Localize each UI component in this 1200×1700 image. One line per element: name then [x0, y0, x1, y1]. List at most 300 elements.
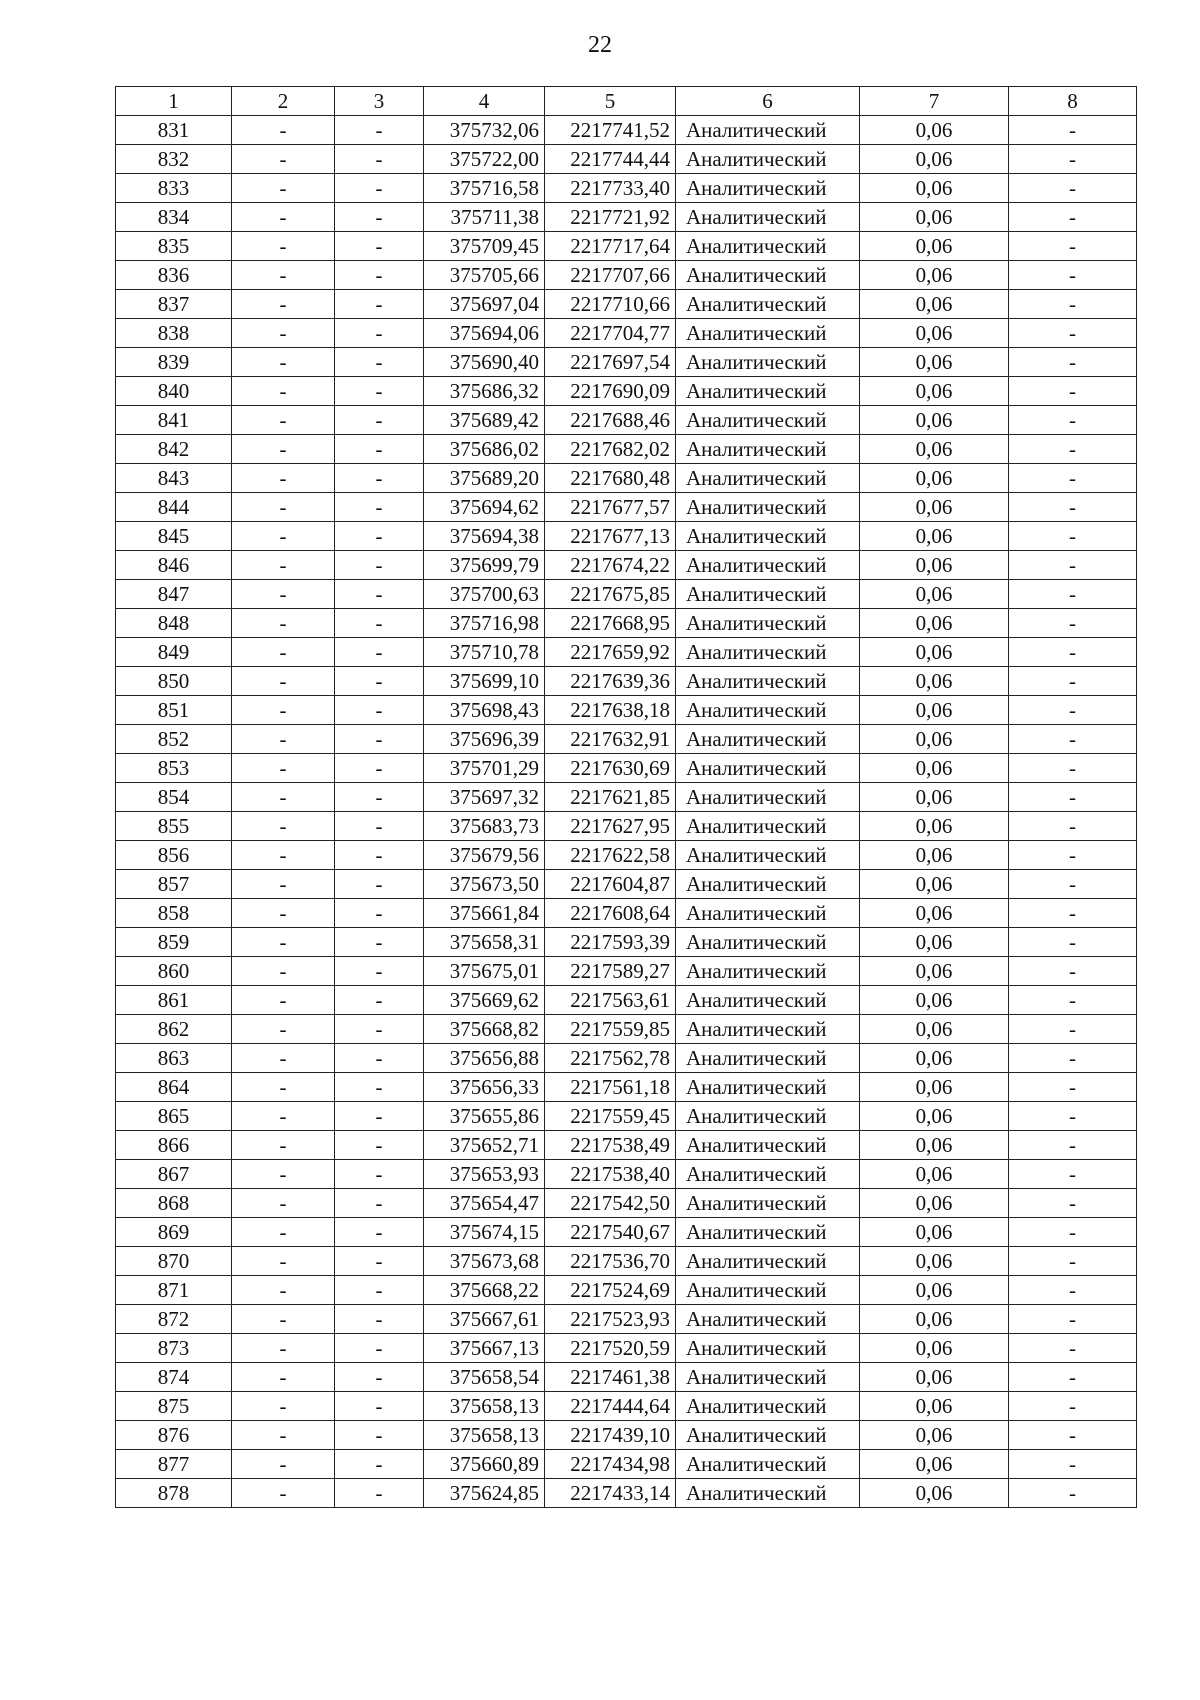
point-number-cell: 836 [116, 261, 232, 290]
table-row [116, 551, 1137, 580]
y-coordinate-cell: 2217697,54 [545, 348, 676, 377]
y-coordinate-cell: 2217542,50 [545, 1189, 676, 1218]
col8-cell: - [1009, 464, 1137, 493]
accuracy-cell: 0,06 [860, 957, 1009, 986]
col2-cell: - [232, 232, 335, 261]
accuracy-cell: 0,06 [860, 667, 1009, 696]
x-coordinate-cell: 375654,47 [424, 1189, 545, 1218]
col3-cell: - [335, 1189, 424, 1218]
x-coordinate-cell: 375658,54 [424, 1363, 545, 1392]
y-coordinate-cell: 2217589,27 [545, 957, 676, 986]
accuracy-cell: 0,06 [860, 928, 1009, 957]
y-coordinate-cell: 2217561,18 [545, 1073, 676, 1102]
accuracy-cell: 0,06 [860, 725, 1009, 754]
accuracy-cell: 0,06 [860, 754, 1009, 783]
col8-cell: - [1009, 638, 1137, 667]
point-number-cell: 853 [116, 754, 232, 783]
table-row [116, 1363, 1137, 1392]
table-row [116, 667, 1137, 696]
point-number-cell: 844 [116, 493, 232, 522]
point-number-cell: 872 [116, 1305, 232, 1334]
col8-cell: - [1009, 1247, 1137, 1276]
col3-cell: - [335, 145, 424, 174]
method-cell: Аналитический [676, 899, 860, 928]
point-number-cell: 846 [116, 551, 232, 580]
column-header: 5 [545, 87, 676, 116]
x-coordinate-cell: 375668,82 [424, 1015, 545, 1044]
x-coordinate-cell: 375694,06 [424, 319, 545, 348]
col3-cell: - [335, 290, 424, 319]
x-coordinate-cell: 375656,88 [424, 1044, 545, 1073]
y-coordinate-cell: 2217707,66 [545, 261, 676, 290]
y-coordinate-cell: 2217621,85 [545, 783, 676, 812]
x-coordinate-cell: 375652,71 [424, 1131, 545, 1160]
col3-cell: - [335, 261, 424, 290]
y-coordinate-cell: 2217710,66 [545, 290, 676, 319]
table-row [116, 812, 1137, 841]
col2-cell: - [232, 435, 335, 464]
col8-cell: - [1009, 841, 1137, 870]
y-coordinate-cell: 2217630,69 [545, 754, 676, 783]
method-cell: Аналитический [676, 1189, 860, 1218]
col2-cell: - [232, 203, 335, 232]
method-cell: Аналитический [676, 1276, 860, 1305]
method-cell: Аналитический [676, 1102, 860, 1131]
col3-cell: - [335, 1247, 424, 1276]
col3-cell: - [335, 1363, 424, 1392]
col8-cell: - [1009, 1102, 1137, 1131]
col8-cell: - [1009, 1392, 1137, 1421]
x-coordinate-cell: 375694,38 [424, 522, 545, 551]
y-coordinate-cell: 2217559,85 [545, 1015, 676, 1044]
col2-cell: - [232, 1102, 335, 1131]
col3-cell: - [335, 1044, 424, 1073]
table-row [116, 1015, 1137, 1044]
x-coordinate-cell: 375700,63 [424, 580, 545, 609]
col8-cell: - [1009, 406, 1137, 435]
table-row [116, 1334, 1137, 1363]
y-coordinate-cell: 2217461,38 [545, 1363, 676, 1392]
col3-cell: - [335, 1160, 424, 1189]
accuracy-cell: 0,06 [860, 377, 1009, 406]
method-cell: Аналитический [676, 377, 860, 406]
method-cell: Аналитический [676, 696, 860, 725]
point-number-cell: 874 [116, 1363, 232, 1392]
col3-cell: - [335, 667, 424, 696]
x-coordinate-cell: 375656,33 [424, 1073, 545, 1102]
col2-cell: - [232, 1363, 335, 1392]
point-number-cell: 859 [116, 928, 232, 957]
col8-cell: - [1009, 261, 1137, 290]
table-row [116, 290, 1137, 319]
col8-cell: - [1009, 348, 1137, 377]
col2-cell: - [232, 725, 335, 754]
col8-cell: - [1009, 1131, 1137, 1160]
accuracy-cell: 0,06 [860, 1189, 1009, 1218]
y-coordinate-cell: 2217668,95 [545, 609, 676, 638]
col2-cell: - [232, 812, 335, 841]
y-coordinate-cell: 2217704,77 [545, 319, 676, 348]
x-coordinate-cell: 375696,39 [424, 725, 545, 754]
accuracy-cell: 0,06 [860, 1450, 1009, 1479]
col3-cell: - [335, 609, 424, 638]
accuracy-cell: 0,06 [860, 551, 1009, 580]
point-number-cell: 862 [116, 1015, 232, 1044]
accuracy-cell: 0,06 [860, 1131, 1009, 1160]
y-coordinate-cell: 2217690,09 [545, 377, 676, 406]
y-coordinate-cell: 2217717,64 [545, 232, 676, 261]
x-coordinate-cell: 375658,13 [424, 1392, 545, 1421]
y-coordinate-cell: 2217563,61 [545, 986, 676, 1015]
table-row [116, 1044, 1137, 1073]
method-cell: Аналитический [676, 1334, 860, 1363]
y-coordinate-cell: 2217622,58 [545, 841, 676, 870]
col8-cell: - [1009, 1421, 1137, 1450]
col3-cell: - [335, 406, 424, 435]
accuracy-cell: 0,06 [860, 319, 1009, 348]
y-coordinate-cell: 2217639,36 [545, 667, 676, 696]
col8-cell: - [1009, 870, 1137, 899]
accuracy-cell: 0,06 [860, 232, 1009, 261]
table-row [116, 203, 1137, 232]
col8-cell: - [1009, 174, 1137, 203]
col8-cell: - [1009, 1334, 1137, 1363]
point-number-cell: 876 [116, 1421, 232, 1450]
col3-cell: - [335, 1073, 424, 1102]
method-cell: Аналитический [676, 116, 860, 145]
col3-cell: - [335, 783, 424, 812]
table-row [116, 986, 1137, 1015]
table-row [116, 754, 1137, 783]
col2-cell: - [232, 899, 335, 928]
x-coordinate-cell: 375697,32 [424, 783, 545, 812]
col2-cell: - [232, 754, 335, 783]
col2-cell: - [232, 145, 335, 174]
col2-cell: - [232, 522, 335, 551]
table-row [116, 406, 1137, 435]
col2-cell: - [232, 783, 335, 812]
y-coordinate-cell: 2217524,69 [545, 1276, 676, 1305]
col8-cell: - [1009, 377, 1137, 406]
col2-cell: - [232, 638, 335, 667]
y-coordinate-cell: 2217439,10 [545, 1421, 676, 1450]
col8-cell: - [1009, 725, 1137, 754]
accuracy-cell: 0,06 [860, 1247, 1009, 1276]
accuracy-cell: 0,06 [860, 841, 1009, 870]
table-row [116, 1073, 1137, 1102]
point-number-cell: 845 [116, 522, 232, 551]
col8-cell: - [1009, 783, 1137, 812]
point-number-cell: 843 [116, 464, 232, 493]
col8-cell: - [1009, 696, 1137, 725]
col2-cell: - [232, 1218, 335, 1247]
col8-cell: - [1009, 928, 1137, 957]
method-cell: Аналитический [676, 812, 860, 841]
column-header: 6 [676, 87, 860, 116]
col3-cell: - [335, 1450, 424, 1479]
y-coordinate-cell: 2217688,46 [545, 406, 676, 435]
method-cell: Аналитический [676, 667, 860, 696]
col3-cell: - [335, 1102, 424, 1131]
col2-cell: - [232, 667, 335, 696]
method-cell: Аналитический [676, 580, 860, 609]
col2-cell: - [232, 1247, 335, 1276]
col3-cell: - [335, 1392, 424, 1421]
point-number-cell: 833 [116, 174, 232, 203]
col3-cell: - [335, 1334, 424, 1363]
x-coordinate-cell: 375660,89 [424, 1450, 545, 1479]
x-coordinate-cell: 375698,43 [424, 696, 545, 725]
x-coordinate-cell: 375655,86 [424, 1102, 545, 1131]
col2-cell: - [232, 1479, 335, 1508]
col8-cell: - [1009, 1160, 1137, 1189]
y-coordinate-cell: 2217680,48 [545, 464, 676, 493]
col2-cell: - [232, 1276, 335, 1305]
point-number-cell: 841 [116, 406, 232, 435]
x-coordinate-cell: 375673,68 [424, 1247, 545, 1276]
y-coordinate-cell: 2217520,59 [545, 1334, 676, 1363]
point-number-cell: 867 [116, 1160, 232, 1189]
method-cell: Аналитический [676, 435, 860, 464]
table-row [116, 1247, 1137, 1276]
table-row [116, 783, 1137, 812]
point-number-cell: 860 [116, 957, 232, 986]
method-cell: Аналитический [676, 1421, 860, 1450]
x-coordinate-cell: 375689,20 [424, 464, 545, 493]
col3-cell: - [335, 1015, 424, 1044]
x-coordinate-cell: 375668,22 [424, 1276, 545, 1305]
table-row [116, 319, 1137, 348]
col3-cell: - [335, 957, 424, 986]
point-number-cell: 858 [116, 899, 232, 928]
col2-cell: - [232, 116, 335, 145]
y-coordinate-cell: 2217540,67 [545, 1218, 676, 1247]
col8-cell: - [1009, 1276, 1137, 1305]
col8-cell: - [1009, 812, 1137, 841]
table-row [116, 377, 1137, 406]
accuracy-cell: 0,06 [860, 493, 1009, 522]
table-row [116, 841, 1137, 870]
accuracy-cell: 0,06 [860, 1421, 1009, 1450]
x-coordinate-cell: 375658,13 [424, 1421, 545, 1450]
point-number-cell: 855 [116, 812, 232, 841]
column-header: 3 [335, 87, 424, 116]
point-number-cell: 871 [116, 1276, 232, 1305]
col3-cell: - [335, 1131, 424, 1160]
table-row [116, 435, 1137, 464]
col3-cell: - [335, 319, 424, 348]
table-row [116, 609, 1137, 638]
point-number-cell: 870 [116, 1247, 232, 1276]
table-row [116, 522, 1137, 551]
point-number-cell: 835 [116, 232, 232, 261]
accuracy-cell: 0,06 [860, 609, 1009, 638]
col8-cell: - [1009, 899, 1137, 928]
column-header: 2 [232, 87, 335, 116]
x-coordinate-cell: 375716,98 [424, 609, 545, 638]
table-row [116, 232, 1137, 261]
y-coordinate-cell: 2217523,93 [545, 1305, 676, 1334]
table-row [116, 899, 1137, 928]
method-cell: Аналитический [676, 638, 860, 667]
y-coordinate-cell: 2217434,98 [545, 1450, 676, 1479]
accuracy-cell: 0,06 [860, 1218, 1009, 1247]
accuracy-cell: 0,06 [860, 203, 1009, 232]
point-number-cell: 837 [116, 290, 232, 319]
method-cell: Аналитический [676, 1131, 860, 1160]
col8-cell: - [1009, 667, 1137, 696]
column-header: 8 [1009, 87, 1137, 116]
method-cell: Аналитический [676, 145, 860, 174]
col8-cell: - [1009, 1073, 1137, 1102]
col8-cell: - [1009, 1218, 1137, 1247]
method-cell: Аналитический [676, 1363, 860, 1392]
point-number-cell: 868 [116, 1189, 232, 1218]
method-cell: Аналитический [676, 1479, 860, 1508]
point-number-cell: 854 [116, 783, 232, 812]
col3-cell: - [335, 232, 424, 261]
x-coordinate-cell: 375699,10 [424, 667, 545, 696]
point-number-cell: 861 [116, 986, 232, 1015]
col2-cell: - [232, 841, 335, 870]
col2-cell: - [232, 1392, 335, 1421]
x-coordinate-cell: 375658,31 [424, 928, 545, 957]
col8-cell: - [1009, 203, 1137, 232]
col2-cell: - [232, 464, 335, 493]
method-cell: Аналитический [676, 986, 860, 1015]
x-coordinate-cell: 375689,42 [424, 406, 545, 435]
x-coordinate-cell: 375661,84 [424, 899, 545, 928]
method-cell: Аналитический [676, 319, 860, 348]
x-coordinate-cell: 375686,32 [424, 377, 545, 406]
y-coordinate-cell: 2217733,40 [545, 174, 676, 203]
y-coordinate-cell: 2217638,18 [545, 696, 676, 725]
col2-cell: - [232, 986, 335, 1015]
x-coordinate-cell: 375653,93 [424, 1160, 545, 1189]
table-row [116, 1276, 1137, 1305]
accuracy-cell: 0,06 [860, 145, 1009, 174]
col2-cell: - [232, 1044, 335, 1073]
col8-cell: - [1009, 145, 1137, 174]
point-number-cell: 847 [116, 580, 232, 609]
col3-cell: - [335, 1421, 424, 1450]
col3-cell: - [335, 841, 424, 870]
y-coordinate-cell: 2217721,92 [545, 203, 676, 232]
y-coordinate-cell: 2217632,91 [545, 725, 676, 754]
point-number-cell: 869 [116, 1218, 232, 1247]
x-coordinate-cell: 375673,50 [424, 870, 545, 899]
accuracy-cell: 0,06 [860, 1044, 1009, 1073]
table-row [116, 1131, 1137, 1160]
col3-cell: - [335, 1305, 424, 1334]
point-number-cell: 875 [116, 1392, 232, 1421]
col8-cell: - [1009, 1450, 1137, 1479]
accuracy-cell: 0,06 [860, 812, 1009, 841]
col8-cell: - [1009, 1479, 1137, 1508]
col8-cell: - [1009, 609, 1137, 638]
point-number-cell: 838 [116, 319, 232, 348]
col3-cell: - [335, 638, 424, 667]
point-number-cell: 831 [116, 116, 232, 145]
y-coordinate-cell: 2217675,85 [545, 580, 676, 609]
col2-cell: - [232, 348, 335, 377]
accuracy-cell: 0,06 [860, 899, 1009, 928]
x-coordinate-cell: 375679,56 [424, 841, 545, 870]
y-coordinate-cell: 2217536,70 [545, 1247, 676, 1276]
x-coordinate-cell: 375699,79 [424, 551, 545, 580]
y-coordinate-cell: 2217538,40 [545, 1160, 676, 1189]
col3-cell: - [335, 754, 424, 783]
table-body [116, 116, 1137, 1508]
col3-cell: - [335, 1276, 424, 1305]
table-row [116, 1392, 1137, 1421]
col2-cell: - [232, 1189, 335, 1218]
table-header-row [116, 87, 1137, 116]
col2-cell: - [232, 551, 335, 580]
accuracy-cell: 0,06 [860, 406, 1009, 435]
method-cell: Аналитический [676, 783, 860, 812]
point-number-cell: 866 [116, 1131, 232, 1160]
method-cell: Аналитический [676, 1218, 860, 1247]
point-number-cell: 873 [116, 1334, 232, 1363]
page-number: 22 [588, 32, 612, 58]
point-number-cell: 834 [116, 203, 232, 232]
col2-cell: - [232, 1334, 335, 1363]
column-header: 4 [424, 87, 545, 116]
point-number-cell: 865 [116, 1102, 232, 1131]
col8-cell: - [1009, 1363, 1137, 1392]
y-coordinate-cell: 2217433,14 [545, 1479, 676, 1508]
point-number-cell: 856 [116, 841, 232, 870]
col2-cell: - [232, 580, 335, 609]
point-number-cell: 832 [116, 145, 232, 174]
col2-cell: - [232, 261, 335, 290]
col2-cell: - [232, 1015, 335, 1044]
accuracy-cell: 0,06 [860, 261, 1009, 290]
col8-cell: - [1009, 116, 1137, 145]
col8-cell: - [1009, 435, 1137, 464]
col2-cell: - [232, 957, 335, 986]
accuracy-cell: 0,06 [860, 1363, 1009, 1392]
method-cell: Аналитический [676, 261, 860, 290]
point-number-cell: 842 [116, 435, 232, 464]
accuracy-cell: 0,06 [860, 1102, 1009, 1131]
point-number-cell: 850 [116, 667, 232, 696]
y-coordinate-cell: 2217677,57 [545, 493, 676, 522]
col8-cell: - [1009, 580, 1137, 609]
point-number-cell: 840 [116, 377, 232, 406]
col2-cell: - [232, 493, 335, 522]
method-cell: Аналитический [676, 522, 860, 551]
y-coordinate-cell: 2217604,87 [545, 870, 676, 899]
method-cell: Аналитический [676, 1073, 860, 1102]
col8-cell: - [1009, 493, 1137, 522]
table-row [116, 638, 1137, 667]
col8-cell: - [1009, 1305, 1137, 1334]
col3-cell: - [335, 522, 424, 551]
col3-cell: - [335, 580, 424, 609]
point-number-cell: 849 [116, 638, 232, 667]
col8-cell: - [1009, 319, 1137, 348]
method-cell: Аналитический [676, 464, 860, 493]
y-coordinate-cell: 2217627,95 [545, 812, 676, 841]
col3-cell: - [335, 696, 424, 725]
x-coordinate-cell: 375675,01 [424, 957, 545, 986]
table-row [116, 1479, 1137, 1508]
accuracy-cell: 0,06 [860, 696, 1009, 725]
method-cell: Аналитический [676, 551, 860, 580]
accuracy-cell: 0,06 [860, 986, 1009, 1015]
